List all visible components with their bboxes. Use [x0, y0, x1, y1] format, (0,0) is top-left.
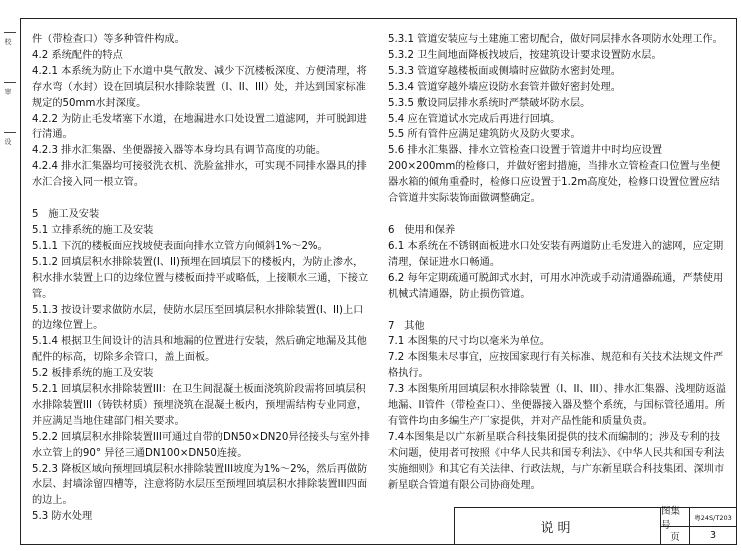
text-paragraph: 5.3.4 管道穿越外墙应设防水套管并做好密封处理。 — [388, 81, 621, 93]
text-paragraph: 5.6 排水汇集器、排水立管检查口设置于管道井中时均应设置200×200mm的检修口，并做好密封措施，当排水立管检查口位置与坐便器水箱的倾角重叠时，检修口应设置于1.2m高度处，检修口设置位置应结合管道井实际装饰面做调整确定。 — [388, 145, 721, 205]
text-paragraph: 5.3.2 卫生间地面降板找坡后，按建筑设计要求设置防水层。 — [388, 49, 662, 61]
page-label: 页 — [661, 527, 690, 544]
text-paragraph: 6 使用和保养 — [388, 224, 456, 236]
text-paragraph: 5.3.1 管道安装应与土建施工密切配合，做好同层排水各项防水处理工作。 — [388, 34, 723, 45]
text-paragraph: 4.2.3 排水汇集器、坐便器接入器等本身均具有调节高度的功能。 — [32, 145, 327, 157]
text-paragraph: 5.4 应在管道试水完成后再进行回填。 — [388, 113, 561, 125]
text-paragraph: 5.3 防水处理 — [32, 511, 93, 523]
text-paragraph: 5.2.3 降板区域向预埋回填层积水排除装置III坡度为1%～2%，然后再做防水层、封墙涂留四槽等，注意将防水层压至预埋回填层积水排除装置III四面的边上。 — [32, 463, 368, 507]
text-paragraph: 5 施工及安装 — [32, 209, 100, 221]
strip-label-3: 设 — [4, 138, 12, 145]
right-text-column — [388, 32, 726, 493]
text-paragraph: 5.1.2 回填层积水排除装置(I、II)预埋在回填层下的楼板内，为防止渗水，积水排水装置上口的边缘位置与楼板面持平或略低，上接顺水三通，下接立管。 — [32, 256, 369, 300]
strip-label-2: 审 — [4, 88, 12, 95]
text-paragraph: 5.1 立排系统的施工及安装 — [32, 224, 154, 236]
drawing-title: 说明 — [455, 508, 661, 544]
strip-label-1: 校 — [4, 38, 12, 45]
atlas-number: 粤24S/T203 — [690, 508, 736, 527]
text-paragraph: 5.1.1 下沉的楼板面应找坡使表面向排水立管方向倾斜1%～2%。 — [32, 240, 328, 252]
text-paragraph: 7.2 本图集未尽事宜，应按国家现行有关标准、规范和有关技术法规文件严格执行。 — [388, 352, 724, 380]
text-paragraph: 5.2.1 回填层积水排除装置III：在卫生间混凝土板面浇筑阶段需将回填层积水排除装置III（铸铁材质）预埋浇筑在混凝土板内，预埋需结构专业同意，并应满足当地住建部门相关要求。 — [32, 384, 368, 427]
text-paragraph: 7 其他 — [388, 320, 425, 332]
text-paragraph: 5.2 板排系统的施工及安装 — [32, 368, 154, 380]
text-paragraph: 5.3.5 敷设同层排水系统时严禁破坏防水层。 — [388, 97, 591, 109]
paragraph-gap — [32, 191, 370, 207]
text-paragraph: 5.3.3 管道穿越楼板面或侧墙时应做防水密封处理。 — [388, 65, 621, 77]
binding-strip — [0, 18, 20, 178]
text-paragraph: 7.4本图集是以广东新星联合科技集团提供的技术而编制的；涉及专利的技术问题，使用者可按照《中华人民共和国专利法》、《中华人民共和国专利法实施细则》和其它有关法律、行政法规，与广东新星联合科技集团、深圳市新星联合管道有限公司协商处理。 — [388, 431, 725, 491]
paragraph-gap — [388, 207, 726, 223]
strip-mark — [4, 32, 16, 33]
text-paragraph: 5.5 所有管件应满足建筑防火及防火要求。 — [388, 129, 581, 141]
paragraph-gap — [388, 303, 726, 319]
text-paragraph: 7.1 本图集的尺寸均以毫米为单位。 — [388, 336, 551, 348]
text-paragraph: 6.2 每年定期疏通可脱卸式水封，可用水冲洗或手动清通器疏通，严禁使用机械式清通器，防止损伤管道。 — [388, 272, 724, 300]
text-paragraph: 件（带检查口）等多种管件构成。 — [32, 34, 185, 45]
text-paragraph: 7.3 本图集所用回填层积水排除装置（I、II、III）、排水汇集器、浅埋防返溢地漏、II管件（带检查口）、坐便器接入器及整个系统，与国标管径通用。所有管件均由多编生产厂家提供，并对产品性能和质量负责。 — [388, 384, 726, 427]
text-paragraph: 4.2.1 本系统为防止下水道中臭气散发、减少下沉楼板深度、方便清理，将存水弯（水封）设在回填层积水排除装置（I、II、III）处，并达到国家标准规定的50mm水封深度。 — [32, 65, 367, 109]
title-block — [454, 507, 737, 545]
page-number: 3 — [709, 530, 717, 541]
text-paragraph: 4.2.2 为防止毛发堵塞下水道，在地漏进水口处设置二道滤网，并可脱卸进行清通。 — [32, 113, 367, 141]
text-paragraph: 5.2.2 回填层积水排除装置III可通过自带的DN50×DN20异径接头与室外排水立管上的90° 异径三通DN100×DN50连接。 — [32, 431, 370, 459]
text-paragraph: 5.1.4 根据卫生间设计的洁具和地漏的位置进行安装，然后确定地漏及其他配件的标高，切除多余管口，盖上面板。 — [32, 336, 367, 364]
atlas-number-label: 图集号 — [661, 508, 690, 527]
text-paragraph: 5.1.3 按设计要求做防水层，使防水层压至回填层积水排除装置(I、II)上口的边缘位置上。 — [32, 304, 364, 332]
text-paragraph: 6.1 本系统在不锈钢面板进水口处安装有两道防止毛发进入的滤网，应定期清理，保证进水口畅通。 — [388, 240, 724, 268]
left-text-column — [32, 32, 370, 525]
text-paragraph: 4.2 系统配件的特点 — [32, 49, 123, 61]
strip-mark — [4, 82, 16, 83]
text-paragraph: 4.2.4 排水汇集器均可接驳洗衣机、洗脸盆排水，可实现不同排水器具的排水汇合接入同一根立管。 — [32, 161, 367, 189]
strip-mark — [4, 132, 16, 133]
